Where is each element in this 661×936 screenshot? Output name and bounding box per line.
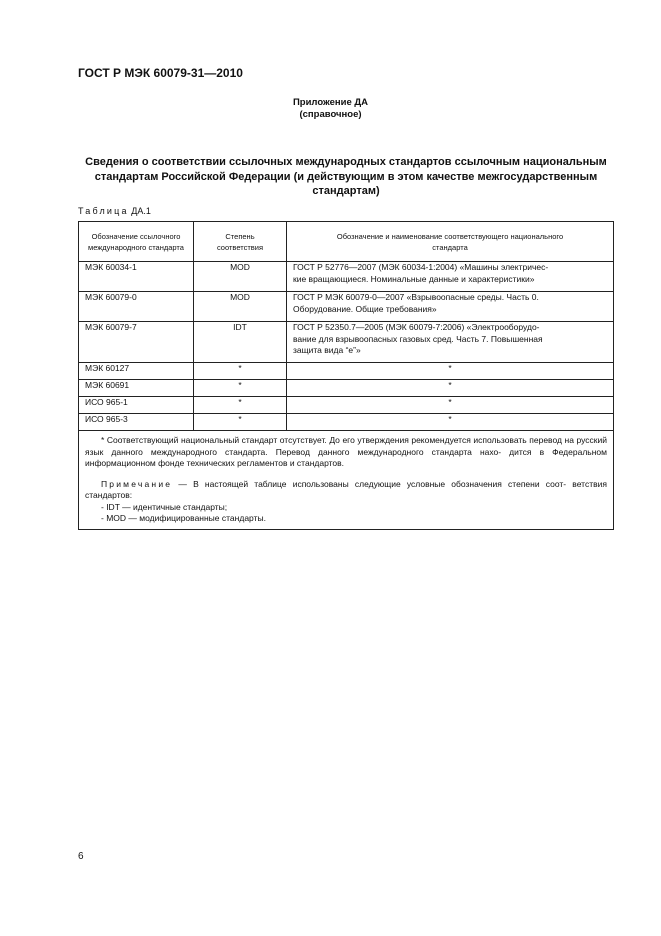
national-line: вание для взрывоопасных газовых сред. Часть 7. Повышенная [293, 333, 543, 344]
table-row [79, 414, 614, 431]
reference-cell: ИСО 965-3 [79, 414, 194, 431]
reference-cell: ИСО 965-1 [79, 397, 194, 414]
note-label: Примечание [101, 478, 173, 489]
table-caption-label: Таблица [78, 206, 129, 216]
note-text [85, 479, 607, 502]
column-header-national [287, 222, 614, 262]
table-row [79, 262, 614, 292]
table-row [79, 380, 614, 397]
footnote-text [85, 435, 607, 470]
heading-line-2: стандартам Российской Федерации (и действующим в этом качестве межгосударственным [94, 170, 598, 183]
degree-cell: * [194, 363, 287, 380]
degree-cell: IDT [194, 322, 287, 363]
national-cell: * [287, 414, 614, 431]
note-list-item: - IDT — идентичные стандарты; [101, 501, 228, 512]
national-cell [287, 292, 614, 322]
column-header-line: стандарта [432, 242, 468, 252]
footnote-line: * Соответствующий национальный стандарт отсутствует. До его утверждения рекомендуется использовать [101, 435, 527, 445]
national-line: Оборудование. Общие требования» [293, 303, 437, 314]
national-cell: * [287, 363, 614, 380]
page-number: 6 [78, 851, 84, 862]
footnote-line: перевод на русский язык данного международного стандарта. Перевод данного международного стандарта нахо- [85, 435, 607, 457]
note-line: ветствия стандартов: [85, 478, 607, 500]
column-header-line: Обозначение ссылочного [91, 231, 181, 241]
reference-cell: МЭК 60079-0 [79, 292, 194, 322]
column-header-line: Степень [225, 231, 255, 241]
table-footnote-cell [79, 431, 614, 530]
national-line: ГОСТ Р МЭК 60079-0—2007 «Взрывоопасные среды. Часть 0. [293, 292, 539, 302]
note-list-item: - MOD — модифицированные стандарты. [101, 513, 266, 523]
national-line: ГОСТ Р 52350.7—2005 (МЭК 60079-7:2006) «Электрооборудо- [293, 322, 540, 332]
table-row [79, 397, 614, 414]
note-line: — В настоящей таблице использованы следующие условные обозначения степени соот- [172, 478, 567, 489]
reference-cell: МЭК 60127 [79, 363, 194, 380]
table-footer-row [79, 431, 614, 530]
degree-cell: * [194, 380, 287, 397]
table-header-row [79, 222, 614, 262]
table-row [79, 322, 614, 363]
table-row [79, 292, 614, 322]
national-line: ГОСТ Р 52776—2007 (МЭК 60034-1:2004) «Машины электричес- [293, 262, 549, 272]
column-header-reference [79, 222, 194, 262]
national-line: защита вида “е”» [293, 345, 361, 355]
standards-table [78, 221, 614, 530]
national-line: кие вращающиеся. Номинальные данные и характеристики» [293, 273, 535, 284]
national-cell: * [287, 397, 614, 414]
national-cell: * [287, 380, 614, 397]
table-caption-number: ДА.1 [131, 206, 151, 216]
column-header-degree [194, 222, 287, 262]
appendix-type: (справочное) [299, 109, 362, 120]
heading-line-1: Сведения о соответствии ссылочных международных стандартов ссылочным национальным [85, 156, 607, 168]
section-heading [78, 155, 614, 199]
reference-cell: МЭК 60691 [79, 380, 194, 397]
column-header-line: соответствия [216, 242, 264, 252]
degree-cell: MOD [194, 292, 287, 322]
document-code: ГОСТ Р МЭК 60079-31—2010 [78, 66, 243, 80]
reference-cell: МЭК 60079-7 [79, 322, 194, 363]
footnote-line: дится в Федеральном информационном фонде технических регламентов и стандартов. [85, 446, 607, 468]
column-header-line: Обозначение и наименование соответствующего национального [336, 231, 564, 241]
table-caption [78, 206, 151, 216]
column-header-line: международного стандарта [88, 242, 184, 252]
degree-cell: * [194, 397, 287, 414]
table-row [79, 363, 614, 380]
national-cell [287, 262, 614, 292]
degree-cell: MOD [194, 262, 287, 292]
reference-cell: МЭК 60034-1 [79, 262, 194, 292]
national-cell [287, 322, 614, 363]
heading-line-3: стандартам) [312, 185, 380, 197]
appendix-title: Приложение ДА [292, 97, 369, 108]
degree-cell: * [194, 414, 287, 431]
note-list [85, 502, 607, 525]
